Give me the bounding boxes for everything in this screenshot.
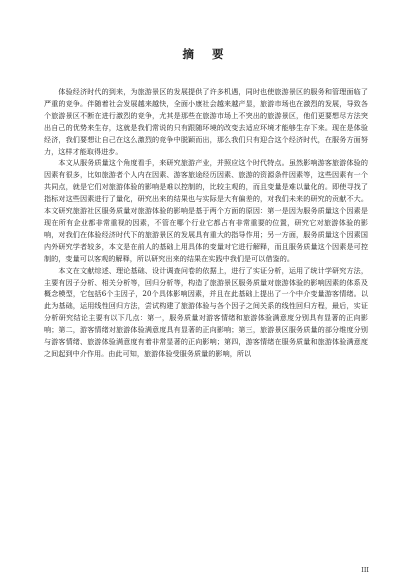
paragraph-3: 本文在文献综述、理论基础、设计调查问卷的依据上，进行了实证分析，运用了统计学研究方法，主要有因子分析、相关分析等，回归分析等，构造了旅游景区服务质量对旅游体验的影响因素的体系及概念模型，它包括6个主因子，20个具体影响因素，并且在此基础上提出了一个中介变量游客情绪。以此为基础，运用线性回归方法，尝试构建了旅游体验与各个因子之间关系的线性回归方程，最后，实证分析研究结论主要有以下几点：第一，服务质量对游客情绪和旅游体验满意度分别具有显著的正向影响；第二，游客情绪对旅游体验满意度具有显著的正向影响；第三，旅游景区服务质量的部分维度分别与游客情绪、旅游体验满意度有着非常显著的正向影响；第四，游客情绪在服务质量和旅游体验满意度之间起到中介作用。由此可知，旅游体验受服务质量的影响，所以: [44, 265, 368, 358]
page-number: III: [361, 566, 369, 574]
paragraph-2: 本文从服务质量这个角度看手，来研究旅游产业，并照应这个时代特点。虽然影响游客旅游体验的因素有很多，比如旅游者个人内在因素、游客旅途经历因素、旅游的资源条件因素等，这些因素有一个共同点，就是它们对旅游体验的影响是难以控制的，比较主观的，而且变量是难以量化的。即使寻找了指标对这些因素进行了量化，研究出来的结果也与实际是大有偏差的，对我们未来的研究的贡献不大。本文研究旅游社区服务质量对旅游体验的影响是基于两个方面的原因：第一是因为服务质量这个因素是现在所有企业都非常重视的因素，不管在哪个行业它都占有非常重要的位置，研究它对旅游体验的影响，对我们在体验经济时代下的旅游景区的发展具有重大的指导作用；另一方面，服务质量这个因素国内外研究学者较多，本文是在前人的基础上用具体的变量对它进行解释，而且服务质量这个因素是可控制的，变量可以客观的解释，所以研究出来的结果在实践中我们是可以借鉴的。: [44, 158, 368, 263]
paragraph-1: 体验经济时代的到来，为旅游景区的发展提供了许多机遇，同时也使旅游景区的服务和管理面临了严重的竞争。伴随着社会发展越来越快，全面小康社会越来越产显，旅游市场也在激烈的发展，导致各个旅游景区不断在进行激烈的竞争，尤其是那些在旅游市场上不突出的旅游景区，他们更要想尽方法突出自己的优势来生存，这就是我们常说的只有跟随环境的改变去适应环境才能够生存下来。现在是体验经济，我们要想让自己在这么激烈的竞争中脱颖而出，那么我们只有迎合这个经济时代，在服务方面努力，这样才能取得进步。: [44, 87, 368, 156]
abstract-body: [44, 86, 368, 360]
page-title: 摘 要: [182, 47, 231, 61]
